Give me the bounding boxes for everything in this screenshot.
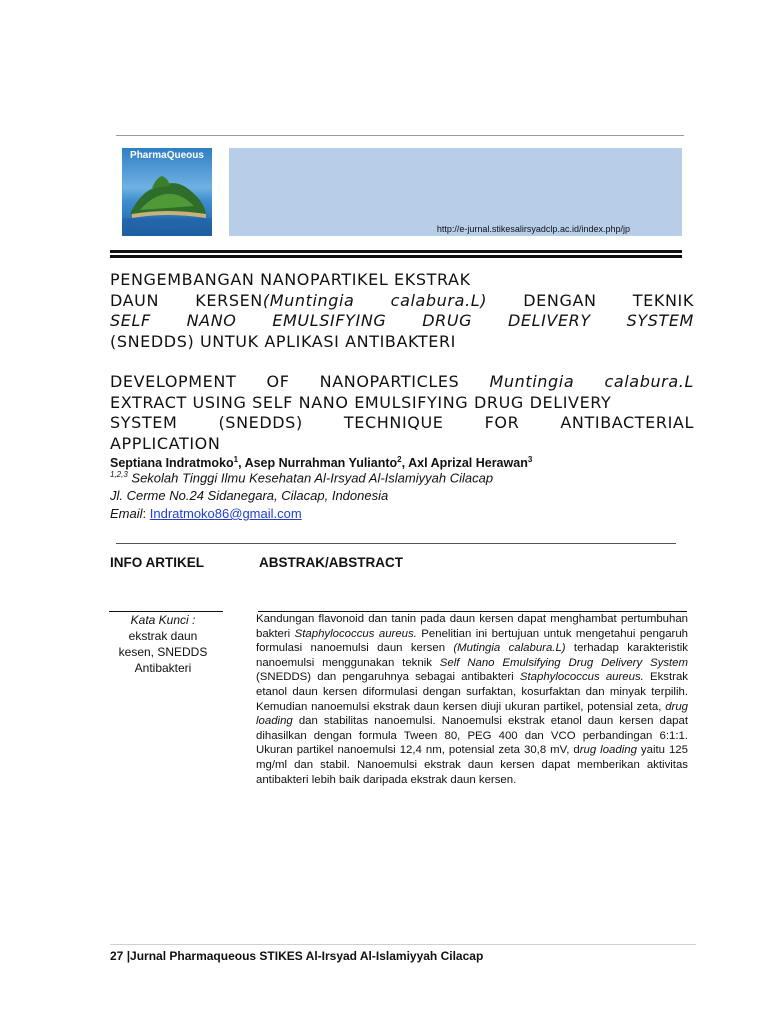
email-line [110, 506, 302, 521]
title-id-line-3 [110, 311, 694, 332]
title-word-italic: SYSTEM [626, 311, 694, 330]
top-rule [116, 135, 684, 136]
author-separator: , [401, 456, 409, 471]
abstract-text: yaitu 125 mg/ml dan stabil. Nanoemulsi ekstrak daun kersen dapat memberikan aktivitas antibakteri lebih baik daripada ekstrak daun kersen. [256, 744, 688, 786]
title-word-italic: calabura.L [604, 372, 694, 391]
title-word: TECHNIQUE [343, 413, 444, 432]
abstract-text: dan stabilitas nanoemulsi. Nanoemulsi ekstrak etanol daun kersen dapat dihasilkan dengan formula Tween 80, PEG 400 dan VCO perbandingan 6:1:1. Ukuran partikel nanoemulsi 12,4 nm, potensial zeta 30,8 mV, d [256, 715, 688, 757]
title-word: SYSTEM [110, 413, 178, 432]
author-superscript: 3 [527, 455, 533, 464]
title-word: TEKNIK [632, 290, 694, 310]
abstract-body [256, 612, 688, 787]
abstract-italic: Staphylococcus aureus. [294, 627, 417, 640]
keywords-label: Kata Kunci : [130, 613, 196, 627]
author-name: Asep Nurrahman Yulianto [244, 456, 398, 471]
keywords-box [110, 612, 216, 676]
title-id-line-4: (SNEDDS) UNTUK APLIKASI ANTIBAKTERI [110, 331, 456, 351]
title-word-italic: (Muntingia [262, 290, 355, 310]
author-superscript: 1 [233, 455, 239, 464]
affiliation [110, 470, 493, 485]
title-word: DENGAN [523, 290, 597, 310]
author-name: Septiana Indratmoko [110, 456, 234, 471]
abstract-heading: ABSTRAK/ABSTRACT [259, 555, 403, 570]
affiliation-address: Jl. Cerme No.24 Sidanegara, Cilacap, Indonesia [110, 488, 389, 503]
title-id-line-1: PENGEMBANGAN NANOPARTIKEL EKSTRAK [110, 270, 471, 289]
header-thick-rule-top [110, 250, 682, 253]
footer-journal: |Jurnal Pharmaqueous STIKES Al-Irsyad Al-Islamiyyah Cilacap [123, 949, 484, 963]
title-en-line-3 [110, 413, 694, 434]
title-id-line-2 [110, 291, 694, 312]
title-word-italic: DELIVERY [507, 311, 591, 330]
title-word-italic: EMULSIFYING [272, 311, 387, 330]
title-word: FOR [484, 413, 520, 432]
abstract-italic: Self Nano Emulsifying Drug Delivery System [439, 656, 688, 669]
title-english [110, 372, 694, 454]
title-en-line-1 [110, 372, 694, 393]
keyword-line: kesen, SNEDDS [118, 645, 208, 659]
affiliation-superscript: 1,2,3 [110, 470, 128, 479]
title-word: DAUN [110, 290, 160, 310]
logo-title: PharmaQueous [130, 150, 204, 161]
author-name: Axl Aprizal Herawan [408, 456, 528, 471]
email-colon: : [142, 506, 150, 521]
affiliation-text: Sekolah Tinggi Ilmu Kesehatan Al-Irsyad Al-Islamiyyah Cilacap [127, 470, 494, 486]
title-indonesian [110, 270, 694, 352]
title-en-line-2: EXTRACT USING SELF NANO EMULSIFYING DRUG DELIVERY [110, 392, 612, 412]
title-word: OF [266, 372, 290, 391]
abstract-text: Kandungan flavonoid dan tanin pada daun kersen dapat menghambat pertumbuhan bakteri [256, 613, 688, 640]
email-link[interactable]: Indratmoko86@gmail.com [149, 506, 302, 521]
page-footer [110, 949, 483, 963]
abstract-text: Penelitian ini bertujuan untuk mengetahui pengaruh formulasi nanoemulsi daun kersen [256, 627, 688, 655]
author-separator: , [238, 456, 245, 471]
author-superscript: 2 [397, 455, 402, 464]
abstract-text: terhadap karakteristik nanoemulsi menggunakan teknik [256, 642, 689, 669]
abstract-italic: rug loading [579, 744, 637, 757]
abstract-italic: (Mutingia calabura.L) [453, 642, 566, 655]
title-word-italic: NANO [186, 311, 237, 330]
title-word-italic: calabura.L) [390, 290, 488, 310]
journal-logo [122, 148, 212, 236]
title-word: NANOPARTICLES [319, 372, 460, 391]
journal-url[interactable]: http://e-jurnal.stikesalirsyadclp.ac.id/index.php/jp [436, 224, 630, 234]
page-number: 27 [110, 949, 124, 963]
author-list [110, 455, 532, 470]
journal-banner [229, 148, 682, 236]
header-thick-rule-bottom [110, 255, 682, 258]
abstract-text: Ekstrak etanol daun kersen diformulasi dengan surfaktan, kosurfaktan dan minyak terpilih. Kemudian nanoemulsi ekstrak daun kersen diuji ukuran partikel, potensial zeta, [256, 671, 688, 713]
title-word: KERSEN [195, 290, 263, 310]
abstract-italic: drug loading [256, 700, 688, 728]
abstract-italic: Staphylococcus aureus. [519, 671, 644, 684]
title-word-italic: SELF [110, 311, 151, 330]
info-artikel-heading: INFO ARTIKEL [110, 555, 204, 570]
title-word: DEVELOPMENT [110, 372, 237, 391]
island-illustration [122, 148, 212, 236]
title-word: ANTIBACTERIAL [560, 413, 694, 432]
title-en-line-4: APPLICATION [110, 433, 221, 453]
title-word-group [195, 291, 354, 312]
keyword-line: Antibakteri [134, 661, 192, 675]
email-label: Email [110, 506, 143, 521]
title-word-italic: Muntingia [489, 372, 575, 391]
keyword-line: ekstrak daun [128, 629, 198, 643]
title-word: (SNEDDS) [218, 413, 303, 432]
abstract-text: (SNEDDS) dan pengaruhnya sebagai antibakteri [256, 671, 520, 684]
title-word-italic: DRUG [422, 311, 473, 330]
section-divider [116, 543, 676, 544]
footer-rule [110, 944, 696, 945]
